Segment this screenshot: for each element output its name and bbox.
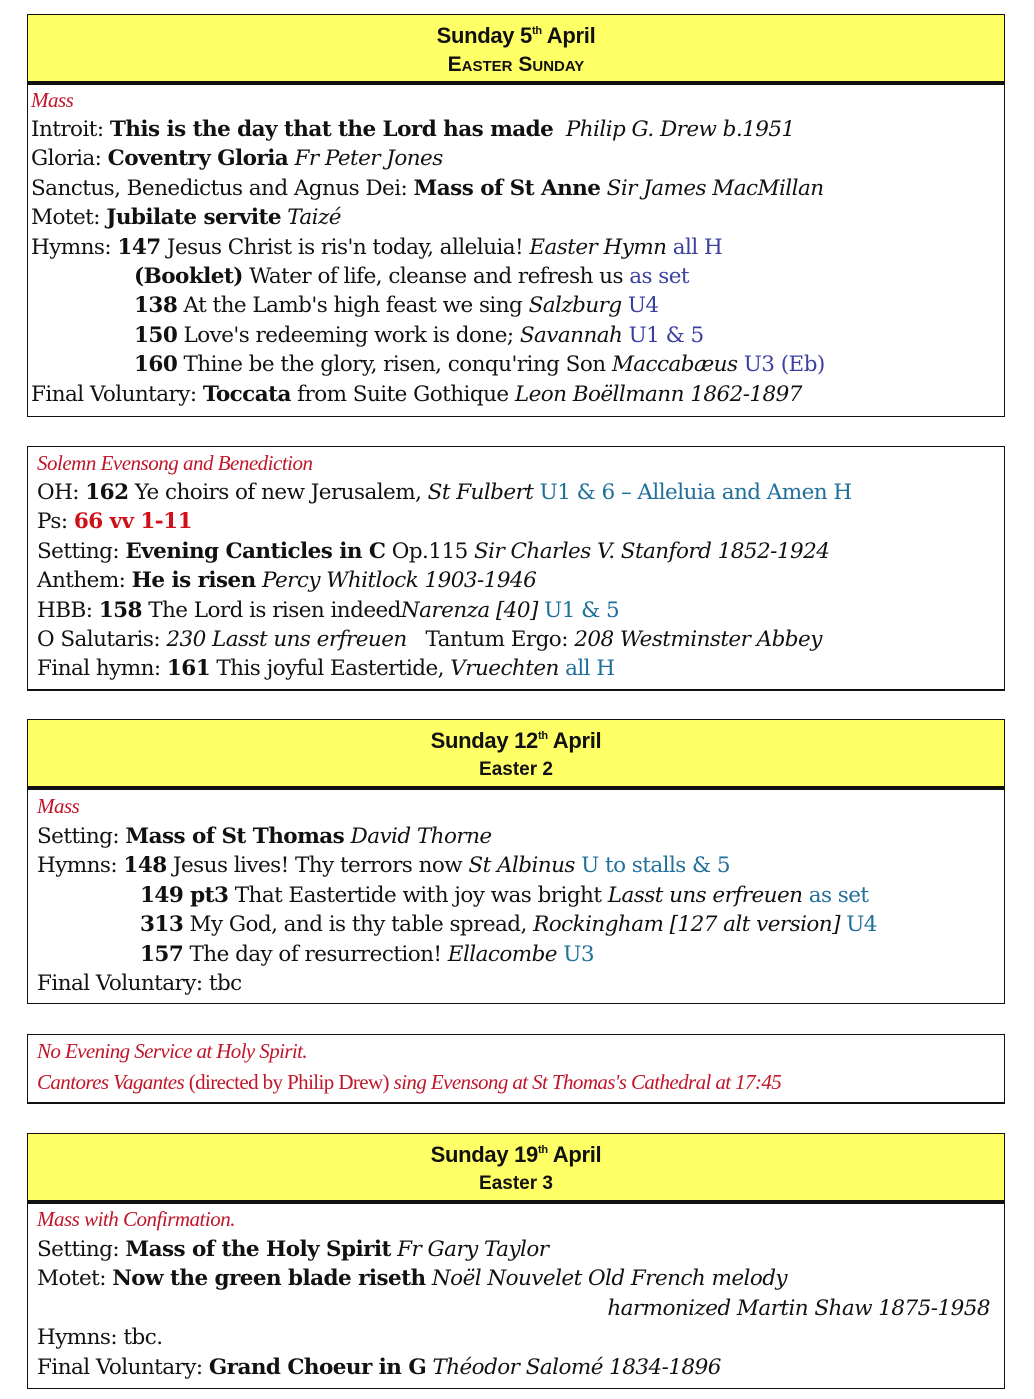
piece-title: Toccata: [202, 381, 291, 407]
piece-title: This is the day that the Lord has made: [109, 117, 554, 142]
piece-title: Evening Canticles in C: [125, 538, 386, 564]
piece-detail: from Suite Gothique: [290, 381, 515, 407]
hymn-text: That Eastertide with joy was bright: [228, 882, 608, 908]
voluntary-line: [37, 969, 1004, 998]
voluntary-value: tbc: [208, 971, 242, 997]
line-label: Final Voluntary:: [31, 381, 203, 407]
hymn-number: 138: [134, 293, 178, 319]
hymn-number: 162: [85, 480, 129, 505]
line-label: Final hymn:: [37, 656, 167, 682]
composer: Fr Peter Jones: [288, 146, 443, 172]
hymn-tune: 230 Lasst uns erfreuen: [166, 627, 407, 653]
composer: Théodor Salomé 1834-1896: [426, 1354, 721, 1380]
hymns-value: tbc.: [123, 1325, 163, 1351]
hymn-tune: Easter Hymn: [529, 234, 667, 260]
hymn-tune: Savannah: [519, 322, 623, 348]
service-title: Mass: [31, 88, 74, 112]
hymn-note: all H: [558, 656, 615, 682]
hymn-tune: 208 Westminster Abbey: [574, 627, 822, 653]
hymn-line: [31, 321, 1004, 350]
easter-sunday-box: [27, 14, 1005, 417]
easter-2-box: [27, 719, 1005, 1004]
hymn-text: The Lord is risen indeed: [141, 597, 401, 623]
composer: David Thorne: [344, 824, 492, 849]
hymn-number: (Booklet): [134, 264, 243, 290]
piece-title: Coventry Gloria: [107, 146, 289, 172]
line-label: Gloria:: [31, 146, 108, 172]
date-ordinal: th: [532, 25, 542, 37]
line-label: Setting:: [37, 824, 126, 849]
hymn-number: 148: [123, 853, 167, 879]
setting-line: [37, 822, 1004, 851]
final-hymn-line: [37, 654, 1004, 683]
hymn-text: Love's redeeming work is done;: [177, 322, 520, 348]
line-label: Hymns:: [37, 1325, 124, 1351]
setting-line: [37, 1235, 1004, 1264]
hymn-note: as set: [629, 264, 690, 290]
piece-title: Grand Choeur in G: [208, 1354, 427, 1380]
hymn-tune: Narenza [40]: [400, 597, 538, 623]
hymn-number: 157: [140, 941, 184, 967]
benediction-line: [37, 625, 1004, 654]
date-ordinal: th: [537, 730, 548, 742]
hymn-note: U to stalls & 5: [574, 853, 731, 879]
piece-title: Now the green blade riseth: [112, 1266, 426, 1292]
line-label: Hymns:: [37, 853, 124, 879]
line-label: Tantum Ergo:: [406, 627, 575, 653]
hymn-line: [31, 350, 1004, 379]
day-title: Easter Sunday: [447, 53, 585, 76]
line-label: Final Voluntary:: [37, 1354, 209, 1380]
line-label: Hymns:: [31, 234, 118, 260]
voluntary-line: [31, 380, 1004, 409]
evening-note-box: [27, 1034, 1005, 1104]
composer: Sir James MacMillan: [600, 175, 824, 201]
psalm-line: [37, 507, 1004, 536]
hymn-line: [37, 881, 1004, 910]
line-label: Ps:: [37, 509, 74, 535]
hymn-text: Water of life, cleanse and refresh us: [242, 264, 630, 290]
hymn-text: This joyful Eastertide,: [210, 656, 451, 682]
date-month: April: [547, 1142, 602, 1167]
date-text: Sunday 19: [430, 1142, 538, 1167]
hymn-tune: Salzburg: [528, 293, 622, 319]
composer: Sir Charles V. Stanford 1852-1924: [474, 538, 830, 564]
hymn-text: The day of resurrection!: [183, 941, 448, 967]
easter-3-box: [27, 1133, 1005, 1389]
hymn-line: [31, 262, 1004, 291]
setting-line: [37, 537, 1004, 566]
choir-name: Cantores Vagantes: [37, 1070, 189, 1094]
hymns-line: [37, 1323, 1004, 1352]
hymn-note: U4: [621, 293, 659, 319]
piece-title: Mass of the Holy Spirit: [125, 1237, 391, 1262]
hymn-number: 147: [117, 234, 161, 260]
day-date: [28, 726, 1004, 756]
event-detail: sing Evensong at St Thomas's Cathedral at 17:45: [388, 1070, 782, 1094]
note-line-2: [28, 1067, 1004, 1098]
psalm-value: 66 vv 1-11: [73, 509, 192, 535]
hymn-text: At the Lamb's high feast we sing: [177, 293, 529, 319]
hymn-tune: Rockingham [127 alt version]: [533, 912, 840, 938]
hymn-note: U1 & 5: [622, 322, 704, 348]
composer: Noël Nouvelet Old French melody: [425, 1266, 788, 1292]
motet-line-continued: [37, 1294, 1004, 1323]
service-title: Mass: [37, 794, 80, 818]
date-text: Sunday 12: [430, 728, 538, 753]
evensong-box: [27, 446, 1005, 691]
hymn-text: Ye choirs of new Jerusalem,: [128, 480, 428, 505]
composer: Philip G. Drew b.1951: [553, 117, 795, 142]
hymn-line: [31, 291, 1004, 320]
piece-title: Mass of St Anne: [413, 175, 601, 201]
hymn-text: Thine be the glory, risen, conqu'ring Son: [177, 352, 612, 378]
hymn-text: Jesus Christ is ris'n today, alleluia!: [160, 234, 530, 260]
motet-line: [31, 203, 1004, 232]
line-label: O Salutaris:: [37, 627, 167, 653]
hymn-number: 149 pt3: [140, 882, 229, 908]
line-label: Motet:: [37, 1266, 113, 1292]
sanctus-line: [31, 174, 1004, 203]
hymn-line: [37, 910, 1004, 939]
day-header: [28, 15, 1004, 85]
hymn-line: [31, 233, 1004, 262]
composer: harmonized Martin Shaw 1875-1958: [607, 1295, 990, 1321]
hymn-line: [37, 940, 1004, 969]
hymn-line: [37, 851, 1004, 880]
piece-title: Mass of St Thomas: [125, 824, 345, 849]
hymn-note: U3: [556, 941, 594, 967]
voluntary-line: [37, 1353, 1004, 1382]
hymn-number: 161: [166, 656, 211, 682]
hymn-tune: St Albinus: [468, 853, 575, 879]
hymn-number: 313: [140, 912, 184, 938]
hymn-text: Jesus lives! Thy terrors now: [166, 853, 469, 879]
composer: Leon Boëllmann 1862-1897: [514, 381, 802, 407]
hymn-tune: Vruechten: [450, 656, 559, 682]
line-label: Introit:: [31, 117, 110, 142]
motet-line: [37, 1264, 1004, 1293]
director: (directed by Philip Drew): [188, 1070, 389, 1094]
hymn-note: all H: [666, 234, 723, 260]
day-header: [28, 720, 1004, 790]
date-ordinal: th: [537, 1144, 548, 1156]
line-label: Setting:: [37, 1237, 126, 1262]
hymn-number: 158: [98, 597, 142, 623]
hymn-note: U1 & 6 – Alleluia and Amen H: [533, 480, 852, 505]
day-date: [28, 1140, 1004, 1170]
hymn-number: 160: [134, 352, 178, 378]
note-line-1: No Evening Service at Holy Spirit.: [37, 1039, 308, 1063]
hbb-line: [37, 596, 1004, 625]
hymn-note: U3 (Eb): [737, 352, 825, 378]
gloria-line: [31, 144, 1004, 173]
service-title: Mass with Confirmation.: [37, 1207, 235, 1231]
hymn-number: 150: [134, 322, 178, 348]
hymn-tune: St Fulbert: [427, 480, 534, 505]
piece-detail: Op.115: [385, 538, 474, 564]
composer: Fr Gary Taylor: [390, 1237, 549, 1262]
day-date: [28, 21, 1004, 51]
line-label: OH:: [37, 480, 86, 505]
hymn-note: as set: [802, 882, 869, 908]
date-month: April: [547, 728, 602, 753]
composer: Percy Whitlock 1903-1946: [255, 568, 537, 594]
hymn-text: My God, and is thy table spread,: [183, 912, 534, 938]
introit-line: [31, 115, 1004, 144]
line-label: Anthem:: [37, 568, 132, 594]
day-header: [28, 1134, 1004, 1204]
composer: Taizé: [280, 205, 341, 231]
day-title: Easter 2: [479, 759, 553, 780]
line-label: HBB:: [37, 597, 99, 623]
date-text: Sunday 5: [436, 23, 532, 48]
hymn-note: U1 & 5: [537, 597, 620, 623]
service-title: Solemn Evensong and Benediction: [37, 451, 313, 475]
date-month: April: [541, 23, 596, 48]
hymn-tune: Lasst uns erfreuen: [607, 882, 803, 908]
oh-line: [37, 478, 1004, 507]
line-label: Setting:: [37, 538, 126, 564]
line-label: Sanctus, Benedictus and Agnus Dei:: [31, 175, 414, 201]
piece-title: He is risen: [131, 568, 256, 594]
piece-title: Jubilate servite: [106, 205, 281, 231]
hymn-tune: Ellacombe: [447, 941, 557, 967]
line-label: Final Voluntary:: [37, 971, 209, 997]
day-title: Easter 3: [479, 1173, 553, 1194]
line-label: Motet:: [31, 205, 107, 231]
hymn-note: U4: [839, 912, 877, 938]
anthem-line: [37, 566, 1004, 595]
hymn-tune: Maccabæus: [611, 352, 738, 378]
